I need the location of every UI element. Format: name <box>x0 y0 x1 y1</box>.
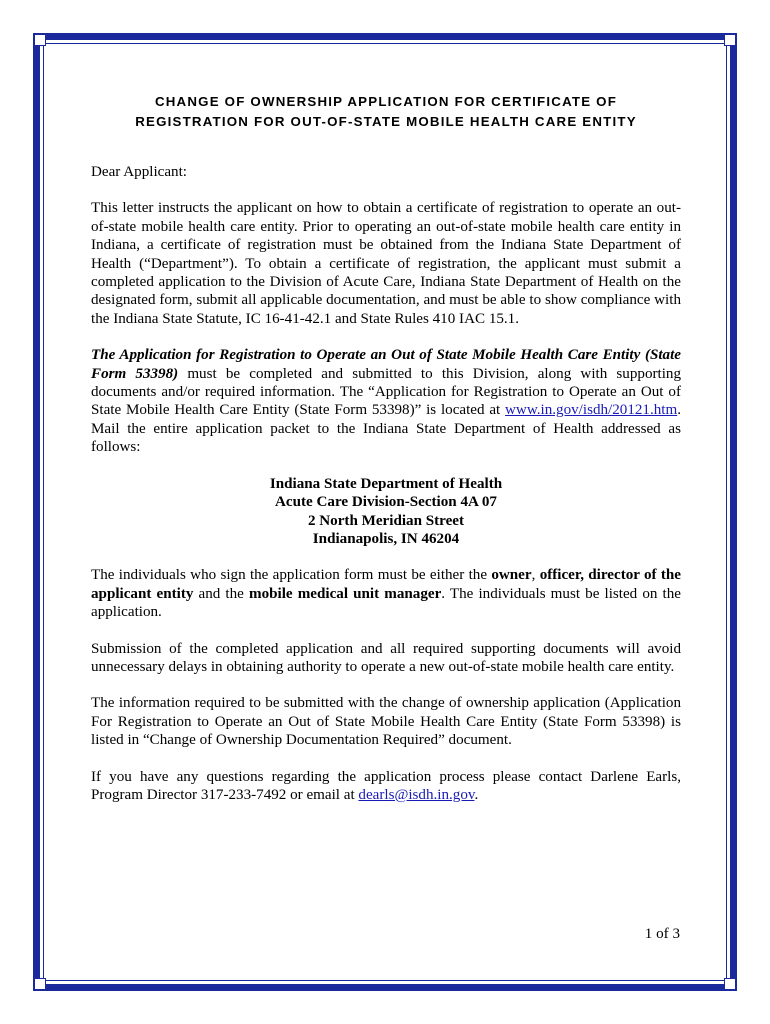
signer-officer-director: officer, director of the applicant entity <box>91 567 681 602</box>
salutation: Dear Applicant: <box>91 164 187 180</box>
contact-text: If you have any questions regarding the application process please contact Darlene Earls, Program Director 317-233-7492 or email at <box>91 768 681 803</box>
signers-text: The individuals who sign the application form must be either the <box>91 567 492 584</box>
paragraph-signers <box>91 566 681 621</box>
address-line-4: Indianapolis, IN 46204 <box>312 530 460 547</box>
signers-text-end: . The individuals must be listed on the application. <box>91 585 681 621</box>
paragraph-contact <box>91 768 681 805</box>
corner-ornament-bottom-right <box>722 976 740 994</box>
signers-and: and the <box>193 585 249 602</box>
contact-email-link[interactable]: dearls@isdh.in.gov <box>358 786 475 803</box>
document-title <box>91 92 681 132</box>
address-line-2: Acute Care Division-Section 4A 07 <box>275 494 497 511</box>
form-url-link[interactable]: www.in.gov/isdh/20121.htm <box>505 402 678 419</box>
mailing-address <box>91 475 681 549</box>
title-line-2: REGISTRATION FOR OUT-OF-STATE MOBILE HEALTH CARE ENTITY <box>135 114 637 129</box>
paragraph-application-form <box>91 346 681 456</box>
paragraph-required-info: The information required to be submitted with the change of ownership application (Application For Registration to Operate an Out of State Mobile Health Care Entity (State Form 53398) is listed in “Change of Ownership Documentation Required” document. <box>91 695 681 749</box>
paragraph-submission: Submission of the completed application and all required supporting documents will avoid unnecessary delays in obtaining authority to operate a new out-of-state mobile health care entity. <box>91 640 681 675</box>
signer-unit-manager: mobile medical unit manager <box>249 585 442 602</box>
address-line-1: Indiana State Department of Health <box>269 475 503 492</box>
corner-ornament-top-left <box>30 30 48 48</box>
page-number: 1 of 3 <box>644 926 680 942</box>
signer-owner: owner <box>491 567 532 584</box>
corner-ornament-top-right <box>722 30 740 48</box>
letter-body <box>91 92 681 804</box>
contact-text-end: . <box>474 786 479 803</box>
signers-comma: , <box>531 567 540 584</box>
form-text: must be completed and submitted to this Division, along with supporting documents and/or required information. The “Application for Registration to Operate an Out of State Mobile Health Care Entity (State Form 53398)” is located at <box>91 365 681 419</box>
paragraph-instructions: This letter instructs the applicant on how to obtain a certificate of registration to operate an out-of-state mobile health care entity. Prior to operating an out-of-state mobile health care entity in Indiana, a certificate of registration must be obtained from the Indiana State Department of Health (“Department”). To obtain a certificate of registration, the applicant must submit a completed application to the Division of Acute Care, Indiana State Department of Health on the designated form, submit all applicable documentation, and must be able to show compliance with the Indiana State Statute, IC 16-41-42.1 and State Rules 410 IAC 15.1. <box>91 200 681 327</box>
address-line-3: 2 North Meridian Street <box>307 512 465 529</box>
form-name-emphasis: The Application for Registration to Operate an Out of State Mobile Health Care Entity (State Form 53398) <box>91 347 681 382</box>
title-line-1: CHANGE OF OWNERSHIP APPLICATION FOR CERTIFICATE OF <box>154 94 618 109</box>
form-text-end: . Mail the entire application packet to the Indiana State Department of Health addressed as follows: <box>91 402 681 456</box>
corner-ornament-bottom-left <box>30 976 48 994</box>
